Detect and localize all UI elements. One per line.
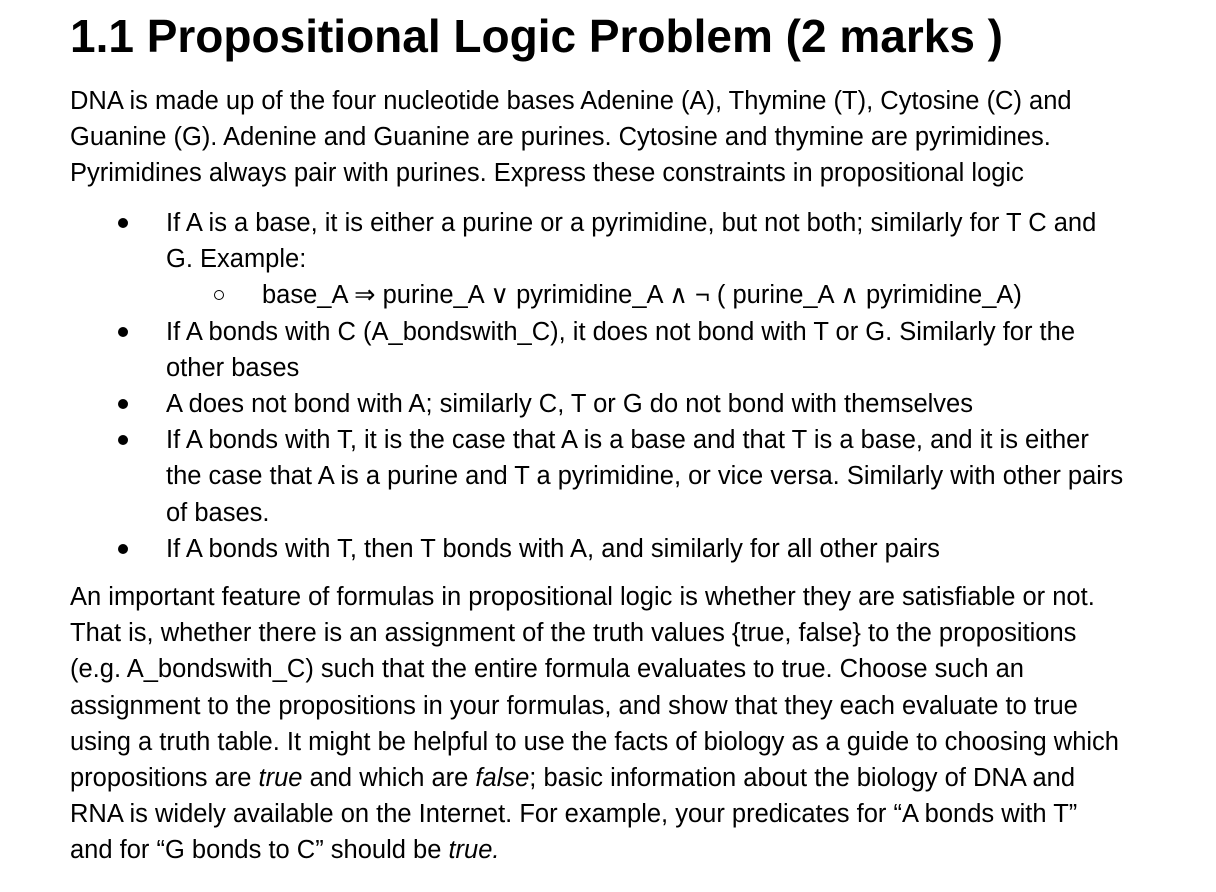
bullet-dot-icon (118, 218, 128, 228)
constraint-item-base-type (0, 205, 1123, 277)
closing-line: RNA is widely available on the Internet. For example, your predicates for “A bonds with T” (70, 800, 1078, 829)
italic-true: true (258, 764, 303, 793)
sub-bullet-circle-icon (214, 290, 224, 300)
closing-line: (e.g. A_bondswith_C) such that the entire formula evaluates to true. Choose such an (70, 655, 1024, 684)
italic-true-final: true. (448, 836, 500, 865)
closing-line: using a truth table. It might be helpful to use the facts of biology as a guide to choosing which (70, 727, 1119, 756)
constraint-item-symmetry (0, 531, 1123, 567)
bullet-dot-icon (118, 435, 128, 445)
constraint-line: A does not bond with A; similarly C, T or G do not bond with themselves (166, 390, 973, 419)
bullet-dot-icon (118, 399, 128, 409)
constraint-line: If A bonds with T, it is the case that A is a base and that T is a base, and it is either (166, 426, 1089, 455)
text-run: propositions are (70, 764, 259, 793)
italic-false: false (475, 764, 530, 793)
constraint-item-pairing (0, 422, 1123, 531)
bullet-dot-icon (118, 327, 128, 337)
text-run: and which are (302, 764, 476, 793)
constraint-line: If A bonds with T, then T bonds with A, and similarly for all other pairs (166, 534, 940, 563)
constraint-line: of bases. (166, 498, 270, 527)
closing-line: An important feature of formulas in propositional logic is whether they are satisfiable or not. (70, 583, 1095, 611)
intro-line: Pyrimidines always pair with purines. Express these constraints in propositional logic (70, 159, 1024, 188)
closing-line: That is, whether there is an assignment of the truth values {true, false} to the propositions (70, 619, 1077, 648)
closing-paragraph (70, 579, 1190, 869)
closing-line (70, 760, 1190, 796)
bullet-dot-icon (118, 544, 128, 554)
constraint-line: G. Example: (166, 245, 307, 274)
example-formula-item (0, 277, 1123, 313)
constraint-line: If A is a base, it is either a purine or a pyrimidine, but not both; similarly for T C and (166, 209, 1097, 237)
example-formula: base_A ⇒ purine_A ∨ pyrimidine_A ∧ ¬ ( purine_A ∧ pyrimidine_A) (262, 281, 1022, 310)
constraint-list (0, 205, 1123, 567)
text-run: and for “G bonds to C” should be (70, 836, 449, 865)
constraint-line: the case that A is a purine and T a pyrimidine, or vice versa. Similarly with other pairs (166, 462, 1124, 491)
constraint-item-no-self-bond (0, 386, 1123, 422)
intro-paragraph (70, 83, 1190, 192)
intro-line: DNA is made up of the four nucleotide bases Adenine (A), Thymine (T), Cytosine (C) and (70, 87, 1072, 115)
constraint-line: other bases (166, 353, 300, 382)
section-heading: 1.1 Propositional Logic Problem (2 marks ) (70, 10, 1004, 62)
constraint-line: If A bonds with C (A_bondswith_C), it does not bond with T or G. Similarly for the (166, 317, 1075, 346)
intro-line: Guanine (G). Adenine and Guanine are purines. Cytosine and thymine are pyrimidines. (70, 123, 1051, 152)
constraint-item-exclusive-bond (0, 314, 1123, 386)
text-run: ; basic information about the biology of DNA and (529, 764, 1076, 793)
closing-line: assignment to the propositions in your formulas, and show that they each evaluate to true (70, 691, 1078, 720)
closing-line (70, 832, 1190, 868)
